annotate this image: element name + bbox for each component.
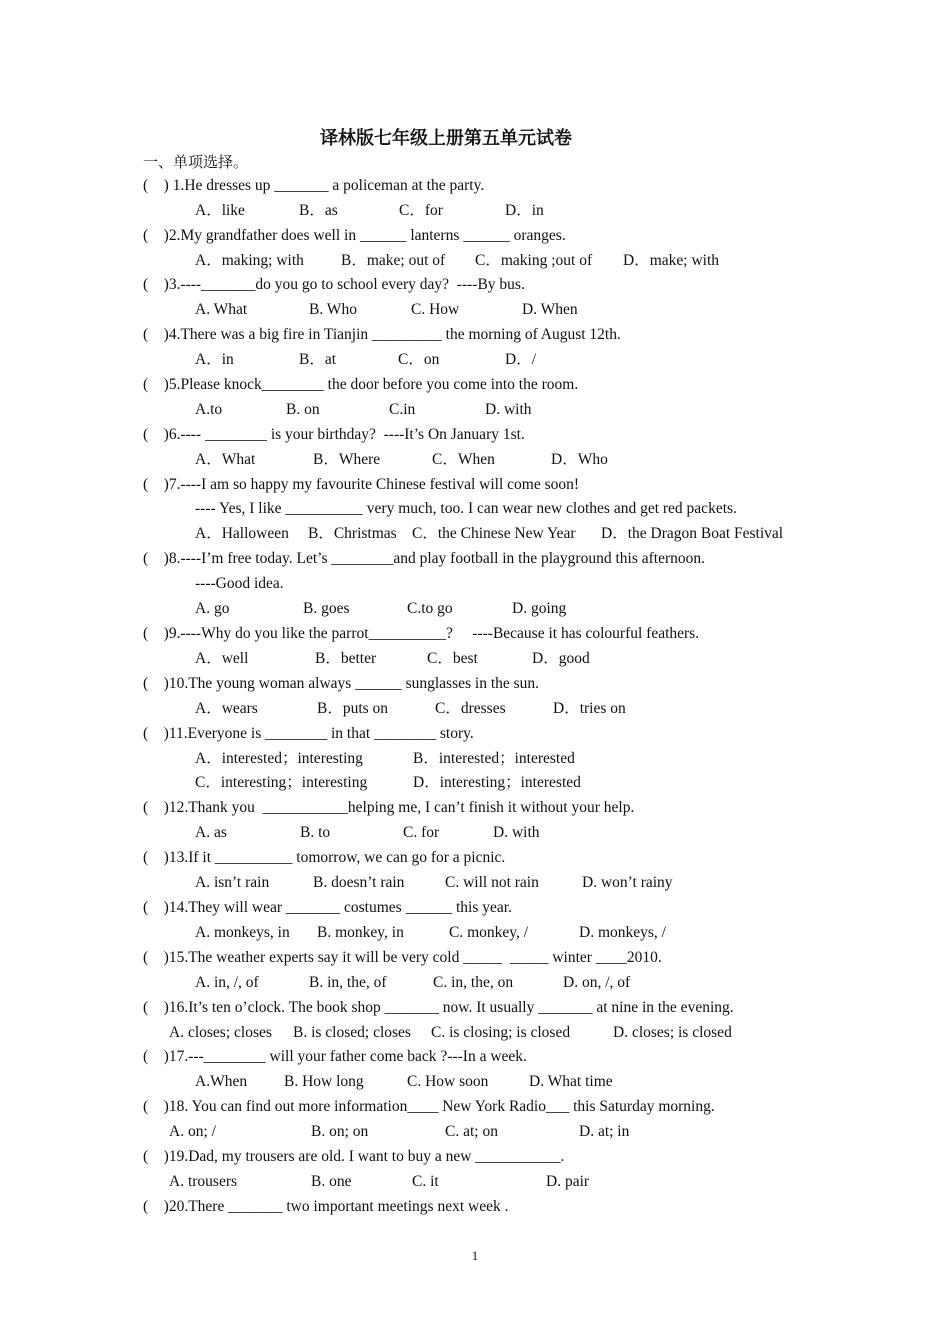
question-stem: ( )11.Everyone is ________ in that ________ story. <box>143 725 474 742</box>
option: C. in, the, on <box>433 974 514 991</box>
question-dialogue: ---- Yes, I like __________ very much, too. I can wear new clothes and get red packets. <box>195 500 737 517</box>
question-stem: ( )16.It’s ten o’clock. The book shop _______ now. It usually _______ at nine in the evening. <box>143 999 734 1016</box>
option: D．Who <box>551 451 608 468</box>
option: B. on; on <box>311 1123 369 1140</box>
option-row <box>195 522 815 547</box>
option: C．for <box>399 202 443 219</box>
option: A. as <box>195 824 227 841</box>
option: C.to go <box>407 600 453 617</box>
option-row <box>195 871 795 896</box>
option: B. one <box>311 1173 352 1190</box>
question-stem: ( )14.They will wear _______ costumes ______ this year. <box>143 899 512 916</box>
option: C．on <box>398 351 440 368</box>
option: B．make; out of <box>341 252 446 269</box>
option: D. What time <box>529 1073 613 1090</box>
option-row <box>195 249 795 274</box>
option: D．good <box>532 650 590 667</box>
option: C.in <box>389 401 416 418</box>
option: B. monkey, in <box>317 924 404 941</box>
option: C．dresses <box>435 700 506 717</box>
option: C. How <box>411 301 460 318</box>
question-stem: ( )12.Thank you ___________helping me, I can’t finish it without your help. <box>143 799 635 816</box>
option: A. trousers <box>169 1173 238 1190</box>
question-stem: ( )10.The young woman always ______ sunglasses in the sun. <box>143 675 540 692</box>
question-stem: ( )17.---________ will your father come back ?---In a week. <box>143 1048 527 1065</box>
option-row <box>195 348 795 373</box>
question-stem: ( )7.----I am so happy my favourite Chinese festival will come soon! <box>143 476 580 493</box>
option: D．tries on <box>553 700 626 717</box>
option: B．interested；interested <box>413 750 575 767</box>
option: D. monkeys, / <box>579 924 666 941</box>
option: C．the Chinese New Year <box>412 525 576 542</box>
option: D. When <box>522 301 578 318</box>
question-dialogue: ----Good idea. <box>195 575 284 592</box>
option: B. Who <box>309 301 357 318</box>
option: A．wears <box>195 700 258 717</box>
option: C. it <box>412 1173 439 1190</box>
option-row <box>195 298 795 323</box>
option: A．like <box>195 202 245 219</box>
option: B. How long <box>284 1073 364 1090</box>
section-heading: 一、单项选择。 <box>143 153 249 171</box>
option: D．/ <box>505 351 537 368</box>
page-number: 1 <box>471 1248 479 1263</box>
option: B．Christmas <box>308 525 397 542</box>
option: C．making ;out of <box>475 252 593 269</box>
option: D．in <box>505 202 544 219</box>
option: A. in, /, of <box>195 974 259 991</box>
option-row <box>195 821 795 846</box>
option: A. What <box>195 301 248 318</box>
option: B. doesn’t rain <box>313 874 405 891</box>
option: A．making; with <box>195 252 304 269</box>
option: D. at; in <box>579 1123 630 1140</box>
option: B. is closed; closes <box>293 1024 411 1041</box>
question-stem: ( )3.----_______do you go to school every day? ----By bus. <box>143 276 525 293</box>
option: B. in, the, of <box>309 974 387 991</box>
option: B．puts on <box>317 700 389 717</box>
option: D. pair <box>546 1173 590 1190</box>
question-stem: ( )15.The weather experts say it will be very cold _____ _____ winter ____2010. <box>143 949 662 966</box>
option: D．make; with <box>623 252 719 269</box>
option: B．as <box>299 202 338 219</box>
option-row <box>195 971 795 996</box>
option: C. at; on <box>445 1123 498 1140</box>
question-stem: ( )20.There _______ two important meetings next week . <box>143 1198 509 1215</box>
option: D. with <box>485 401 532 418</box>
option-row <box>195 597 795 622</box>
option: D. with <box>493 824 540 841</box>
option: B．better <box>315 650 377 667</box>
option: C. will not rain <box>445 874 539 891</box>
question-stem: ( )6.---- ________ is your birthday? ----It’s On January 1st. <box>143 426 525 443</box>
option: A. on; / <box>169 1123 216 1140</box>
page-title: 译林版七年级上册第五单元试卷 <box>320 128 572 149</box>
option: C. for <box>403 824 440 841</box>
option: A.to <box>195 401 223 418</box>
option-row <box>195 199 795 224</box>
option: B．at <box>299 351 337 368</box>
question-stem: ( )8.----I’m free today. Let’s ________and play football in the playground this afternoon. <box>143 550 706 567</box>
option: C. How soon <box>407 1073 489 1090</box>
option-row <box>169 1021 809 1046</box>
question-stem: ( ) 1.He dresses up _______ a policeman at the party. <box>143 177 485 194</box>
question-stem: ( )19.Dad, my trousers are old. I want to buy a new ___________. <box>143 1148 565 1165</box>
option: A. monkeys, in <box>195 924 290 941</box>
option: D. won’t rainy <box>582 874 673 891</box>
option: A.When <box>195 1073 248 1090</box>
option-row <box>195 771 795 796</box>
option-row <box>195 647 795 672</box>
option: B. goes <box>303 600 350 617</box>
option: A．interested；interesting <box>195 750 363 767</box>
option: A. closes; closes <box>169 1024 272 1041</box>
option: C．best <box>427 650 478 667</box>
question-stem: ( )18. You can find out more information____ New York Radio___ this Saturday morning. <box>143 1098 715 1115</box>
option-row <box>169 1120 769 1145</box>
question-stem: ( )9.----Why do you like the parrot__________? ----Because it has colourful feathers. <box>143 625 700 642</box>
option: D. closes; is closed <box>613 1024 732 1041</box>
option: C．interesting；interesting <box>195 774 368 791</box>
option: D．interesting；interested <box>413 774 581 791</box>
option: A．Halloween <box>195 525 289 542</box>
option: A. isn’t rain <box>195 874 270 891</box>
option-row <box>169 1170 769 1195</box>
option: A．in <box>195 351 234 368</box>
question-stem: ( )4.There was a big fire in Tianjin _________ the morning of August 12th. <box>143 326 621 343</box>
question-stem: ( )2.My grandfather does well in ______ lanterns ______ oranges. <box>143 227 566 244</box>
option: C. is closing; is closed <box>431 1024 571 1041</box>
question-stem: ( )13.If it __________ tomorrow, we can go for a picnic. <box>143 849 506 866</box>
option: D. on, /, of <box>563 974 631 991</box>
option: D．the Dragon Boat Festival <box>601 525 784 542</box>
option-row <box>195 697 795 722</box>
option: B. on <box>286 401 320 418</box>
option: B. to <box>300 824 331 841</box>
option: C．When <box>432 451 495 468</box>
option-row <box>195 921 795 946</box>
option-row <box>195 448 795 473</box>
question-stem: ( )5.Please knock________ the door before you come into the room. <box>143 376 579 393</box>
option-row <box>195 398 795 423</box>
option: A. go <box>195 600 230 617</box>
option-row <box>195 1070 795 1095</box>
option: A．What <box>195 451 256 468</box>
option: A．well <box>195 650 249 667</box>
option-row <box>195 747 795 772</box>
option: B．Where <box>313 451 381 468</box>
option: D. going <box>512 600 567 617</box>
option: C. monkey, / <box>449 924 529 941</box>
